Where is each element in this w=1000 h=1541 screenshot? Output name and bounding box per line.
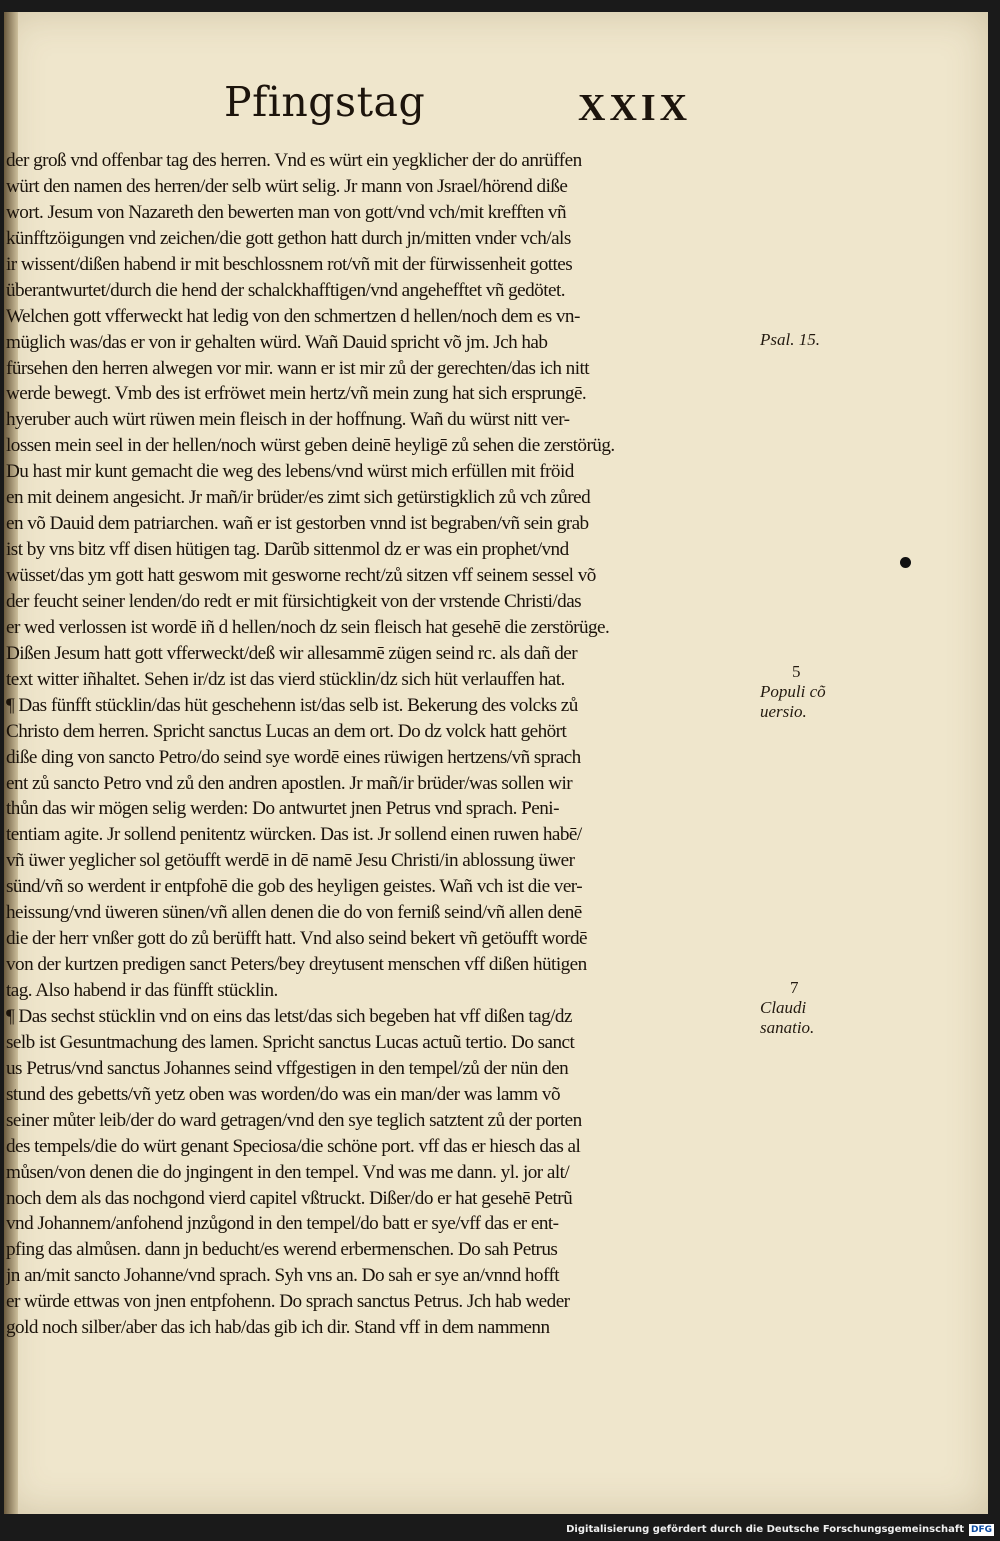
text-line: der groß vnd offenbar tag des herren. Vnd es würt ein yegklicher der do anrüffen bbox=[6, 150, 582, 171]
digitization-credit: Digitalisierung gefördert durch die Deutsche Forschungsgemeinschaft bbox=[566, 1524, 964, 1535]
text-line: vñ üwer yeglicher sol getöufft werdē in dē namē Jesu Christi/in ablossung üwer bbox=[6, 850, 575, 872]
dfg-logo: DFG bbox=[970, 1525, 992, 1535]
body-text bbox=[6, 148, 776, 1341]
text-line: pfing das almůsen. dann jn beducht/es werend erbermenschen. Do sah Petrus bbox=[6, 1239, 558, 1261]
text-line: fürsehen den herren alwegen vor mir. wann er ist mir zů der gerechten/das ich nitt bbox=[6, 357, 590, 379]
text-line: gold noch silber/aber das ich hab/das gib ich dir. Stand vff in dem nammenn bbox=[6, 1317, 550, 1339]
margin-note-line: sanatio. bbox=[760, 1018, 815, 1037]
text-line: Christo dem herren. Spricht sanctus Lucas an dem ort. Do dz volck hatt gehört bbox=[6, 720, 567, 742]
text-line: die der herr vnßer gott do zů berüfft hatt. Vnd also seind bekert vñ getöufft wordē bbox=[6, 928, 587, 950]
text-line: künfftzöigungen vnd zeichen/die gott gethon hatt durch jn/mitten vnder vch/als bbox=[6, 227, 571, 249]
text-line: vnd Johannem/anfohend jnzůgond in den tempel/do batt er sye/vff das er ent- bbox=[6, 1213, 559, 1235]
text-line: můsen/von denen die do jngingent in den tempel. Vnd was me dann. yl. jor alt/ bbox=[6, 1161, 570, 1183]
text-line: tag. Also habend ir das fünfft stücklin. bbox=[6, 980, 278, 1001]
text-line: selb ist Gesuntmachung des lamen. Spricht sanctus Lucas actuũ tertio. Do sanct bbox=[6, 1031, 575, 1053]
text-line: ¶ Das fünfft stücklin/das hüt geschehenn ist/das selb ist. Bekerung des volcks zů bbox=[6, 694, 578, 716]
text-line: lossen mein seel in der hellen/noch würst geben deinē heyligē zů sehen die zerstörüg. bbox=[6, 435, 615, 457]
text-line: ist by vns bitz vff disen hütigen tag. Darũb sittenmol dz er was ein prophet/vnd bbox=[6, 539, 569, 561]
margin-note-number: 7 bbox=[790, 978, 799, 997]
margin-note-number: 5 bbox=[792, 662, 801, 681]
ink-blot bbox=[900, 557, 911, 568]
text-line: des tempels/die do würt genant Speciosa/die schöne port. vff das er hiesch das al bbox=[6, 1135, 581, 1157]
text-line: en mit deinem angesicht. Jr mañ/ir brüder/es zimt sich getürstigklich zů vch zůred bbox=[6, 487, 591, 509]
text-line: ent zů sancto Petro vnd zů den andren apostlen. Jr mañ/ir brüder/was sollen wir bbox=[6, 772, 573, 794]
text-line: wüsset/das ym gott hatt geswom mit gesworne recht/zů sitzen vff seinem sessel võ bbox=[6, 565, 596, 586]
page-title: Pfingstag bbox=[224, 78, 426, 126]
text-line: tentiam agite. Jr sollend penitentz würcken. Das ist. Jr sollend einen ruwen habē/ bbox=[6, 824, 582, 846]
text-line: der feucht seiner lenden/do redt er mit fürsichtigkeit von der vrstende Christi/das bbox=[6, 590, 582, 612]
margin-note-line: uersio. bbox=[760, 702, 807, 721]
margin-note-claudi bbox=[760, 978, 814, 1038]
folio-number: XXIX bbox=[578, 87, 692, 129]
text-line: en võ Dauid dem patriarchen. wañ er ist gestorben vnnd ist begraben/vñ sein grab bbox=[6, 513, 589, 535]
text-line: Dißen Jesum hatt gott vfferweckt/deß wir allesammē zügen seind rc. als dañ der bbox=[6, 642, 578, 664]
text-line: hyeruber auch würt rüwen mein fleisch in der hoffnung. Wañ du würst nitt ver- bbox=[6, 409, 570, 431]
text-line: er würde ettwas von jnen entpfohenn. Do sprach sanctus Petrus. Jch hab weder bbox=[6, 1291, 570, 1313]
text-line: er wed verlossen ist wordē iñ d hellen/noch dz sein fleisch hat gesehē die zerstörüge. bbox=[6, 616, 610, 638]
text-line: überantwurtet/durch die hend der schalckhafftigen/vnd angehefftet vñ gedötet. bbox=[6, 279, 565, 301]
margin-note-line: Populi cõ bbox=[760, 682, 826, 701]
text-line: Welchen gott vfferweckt hat ledig von den schmertzen d hellen/noch dem es vn- bbox=[6, 305, 580, 327]
text-line: thůn das wir mögen selig werden: Do antwurtet jnen Petrus vnd sprach. Peni- bbox=[6, 798, 559, 820]
margin-note-line: Claudi bbox=[760, 998, 807, 1017]
text-line: sünd/vñ so werdent ir entpfohē die gob des heyligen geistes. Wañ vch ist die ver- bbox=[6, 876, 583, 898]
text-line: seiner můter leib/der do ward getragen/vnd den sye teglich satztent zů der porten bbox=[6, 1109, 582, 1131]
text-line: jn an/mit sancto Johanne/vnd sprach. Syh vns an. Do sah er sye an/vnnd hofft bbox=[6, 1265, 560, 1287]
margin-note-psalm bbox=[760, 330, 820, 350]
text-line: stund des gebetts/vñ yetz oben was worden/do was ein man/der was lamm võ bbox=[6, 1083, 561, 1105]
text-line: würt den namen des herren/der selb würt selig. Jr mann von Jsrael/hörend diße bbox=[6, 175, 568, 197]
text-line: noch dem als das nochgond vierd capitel vßtruckt. Dißer/do er hat gesehē Petrũ bbox=[6, 1187, 573, 1209]
text-line: us Petrus/vnd sanctus Johannes seind vffgestigen in den tempel/zů der nün den bbox=[6, 1057, 569, 1079]
text-line: Du hast mir kunt gemacht die weg des lebens/vnd würst mich erfüllen mit fröid bbox=[6, 461, 574, 483]
text-line: werde bewegt. Vmb des ist erfröwet mein hertz/vñ mein zung hat sich ersprungē. bbox=[6, 383, 587, 405]
text-line: text witter iñhaltet. Sehen ir/dz ist das vierd stücklin/dz sich hüt verlauffen hat. bbox=[6, 668, 565, 690]
margin-note-populi bbox=[760, 662, 826, 722]
text-line: wort. Jesum von Nazareth den bewerten man von gott/vnd vch/mit krefften vñ bbox=[6, 201, 566, 223]
margin-note-line: Psal. 15. bbox=[760, 330, 820, 349]
text-line: ¶ Das sechst stücklin vnd on eins das letst/das sich begeben hat vff dißen tag/dz bbox=[6, 1005, 572, 1027]
text-line: diße ding von sancto Petro/do seind sye wordē eines rüwigen hertzens/vñ sprach bbox=[6, 746, 581, 768]
text-line: müglich was/das er von ir gehalten würd. Wañ Dauid spricht võ jm. Jch hab bbox=[6, 331, 548, 353]
text-line: ir wissent/dißen habend ir mit beschlossnem rot/vñ mit der fürwissenheit gottes bbox=[6, 253, 573, 275]
text-line: von der kurtzen predigen sanct Peters/bey dreytusent menschen vff dißen hütigen bbox=[6, 954, 587, 976]
text-line: heissung/vnd üweren sünen/vñ allen denen die do von ferniß seind/vñ allen denē bbox=[6, 902, 582, 924]
